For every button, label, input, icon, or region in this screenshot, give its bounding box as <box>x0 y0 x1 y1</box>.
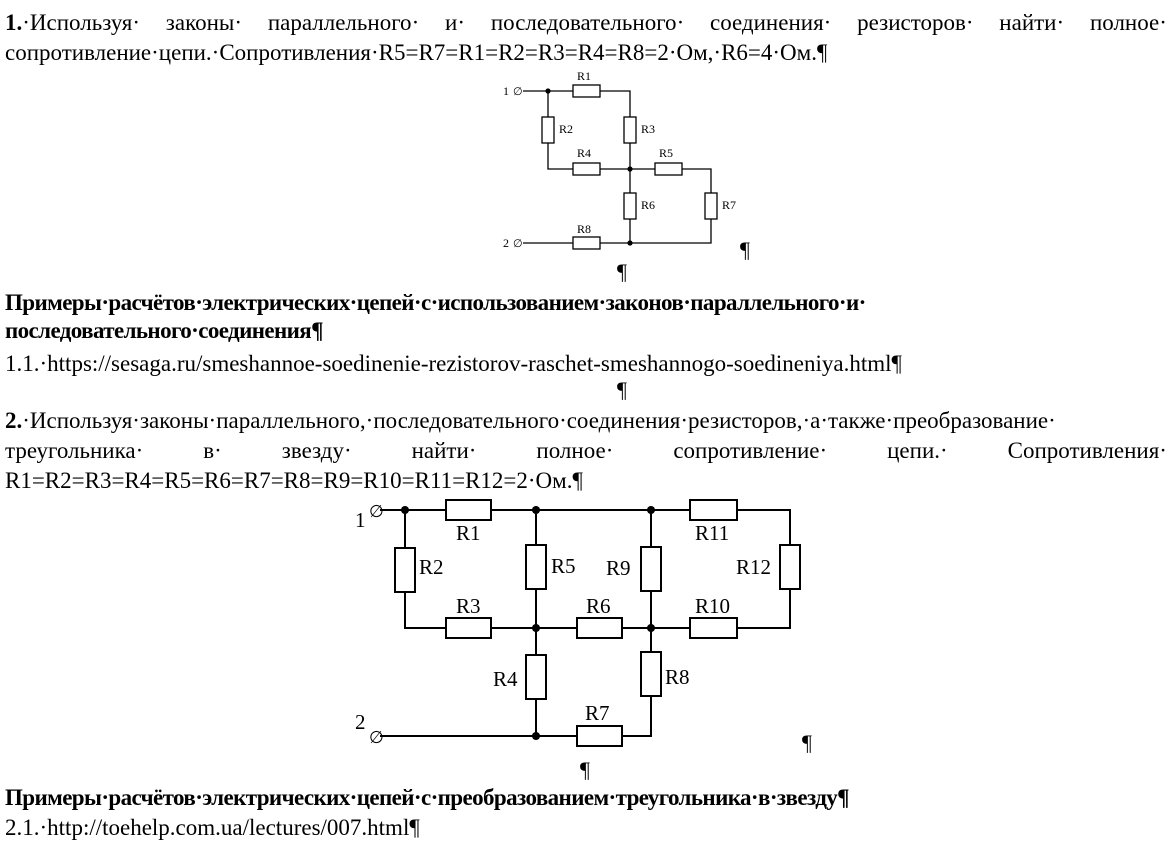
task2-number: 2. <box>5 408 23 433</box>
circuit1-r4-label: R4 <box>577 146 592 160</box>
circuit2-node <box>647 624 655 632</box>
circuit1-node <box>627 240 632 245</box>
circuit2-r5-body <box>526 545 546 589</box>
task1-word: последовательного· <box>490 10 685 35</box>
task2-line3: R1=R2=R3=R4=R5=R6=R7=R8=R9=R10=R11=R12=2·Ом.¶ <box>5 468 583 493</box>
circuit1-diagram <box>495 69 765 255</box>
circuit1-r7-body <box>705 193 717 219</box>
examples2-link[interactable]: 2.1.·http://toehelp.com.ua/lectures/007.html¶ <box>5 815 420 840</box>
circuit2-r4-body <box>526 655 546 699</box>
circuit2-node <box>532 624 540 632</box>
circuit2-r6-body <box>577 618 622 638</box>
circuit1-r8-label: R8 <box>577 222 592 236</box>
circuit2-pilcrow-right: ¶ <box>802 730 812 755</box>
task2-word: в· <box>203 438 222 463</box>
circuit1-node <box>545 88 550 93</box>
circuit2-r3-body <box>446 618 491 638</box>
circuit2-terminal1-icon: ∅ <box>369 502 384 521</box>
circuit2-terminal1-label: 1 <box>355 508 366 532</box>
circuit2-r3-label: R3 <box>456 594 481 618</box>
circuit2-r12-label: R12 <box>736 555 772 579</box>
circuit1-pilcrow-right: ¶ <box>740 237 750 262</box>
circuit2-r5-label: R5 <box>551 554 576 578</box>
circuit2-node <box>401 506 409 514</box>
circuit1-r2-label: R2 <box>559 122 574 136</box>
task2-word: сопротивление· <box>673 438 828 463</box>
task2-word: звезду· <box>281 438 352 463</box>
circuit1-pilcrow-center: ¶ <box>617 259 627 284</box>
circuit2-r6-label: R6 <box>586 594 611 618</box>
task1-number: 1. <box>5 10 23 35</box>
task1-word: законы· <box>165 10 243 35</box>
task2-line2 <box>5 438 1167 464</box>
circuit1-r7-label: R7 <box>722 198 737 212</box>
circuit1-terminal1-label: 1 <box>503 84 509 98</box>
task2-word: цепи.· <box>887 438 948 463</box>
circuit2-r7-body <box>577 726 622 746</box>
circuit2-node <box>532 732 540 740</box>
circuit1-r1-body <box>573 85 600 97</box>
circuit1-r6-label: R6 <box>641 198 656 212</box>
task1-word: резисторов· <box>857 10 974 35</box>
circuit2-r9-label: R9 <box>606 556 631 580</box>
task2-line1: 2.·Используя·законы·параллельного,·последовательного·соединения·резисторов,·а·также·преобразование· <box>5 408 1056 433</box>
circuit2-r2-body <box>395 548 415 592</box>
circuit1-r5-label: R5 <box>659 146 674 160</box>
task2-word: треугольника· <box>5 438 144 463</box>
circuit2-diagram <box>350 495 810 750</box>
task1-word: найти· <box>999 10 1065 35</box>
circuit1-r8-body <box>573 237 600 249</box>
circuit2-r7-label: R7 <box>585 701 610 725</box>
task1-line1 <box>5 10 1167 36</box>
circuit2-r10-label: R10 <box>695 594 731 618</box>
task1-first-word: 1.·Используя· <box>5 10 140 35</box>
circuit2-r10-body <box>690 618 737 638</box>
circuit2-r11-label: R11 <box>695 521 730 545</box>
circuit2-r9-body <box>641 547 661 591</box>
circuit1-r3-body <box>624 117 636 143</box>
circuit1-r2-body <box>542 117 554 143</box>
circuit2-terminal2-label: 2 <box>355 710 366 734</box>
circuit2-r8-body <box>641 652 661 696</box>
circuit2-pilcrow-center: ¶ <box>580 757 590 782</box>
task1-word: параллельного· <box>267 10 420 35</box>
task2-word: Сопротивления· <box>1007 438 1167 463</box>
examples1-heading-line1: Примеры·расчётов·электрических·цепей·с·использованием·законов·параллельного·и· <box>5 290 866 315</box>
task2-word: полное· <box>536 438 614 463</box>
task1-word: полное· <box>1089 10 1167 35</box>
circuit2-r1-body <box>446 500 491 520</box>
examples1-link[interactable]: 1.1.·https://sesaga.ru/smeshannoe-soedinenie-rezistorov-raschet-smeshannogo-soedineniya.html¶ <box>5 351 902 376</box>
circuit2-node <box>532 506 540 514</box>
circuit2-terminal2-icon: ∅ <box>369 728 384 747</box>
circuit1-terminal1-icon: ∅ <box>513 86 523 98</box>
task1-line2: сопротивление·цепи.·Сопротивления·R5=R7=R1=R2=R3=R4=R8=2·Ом,·R6=4·Ом.¶ <box>5 40 828 65</box>
circuit2-node <box>647 506 655 514</box>
circuit2-r12-body <box>780 545 800 589</box>
circuit1-r6-body <box>624 193 636 219</box>
examples1-heading-line2: последовательного·соединения¶ <box>5 318 323 343</box>
circuit1-r4-body <box>573 163 600 175</box>
circuit1-r5-body <box>655 163 682 175</box>
task2-word: найти· <box>411 438 477 463</box>
circuit2-r4-label: R4 <box>493 667 518 691</box>
circuit1-node <box>627 166 632 171</box>
circuit2-r1-label: R1 <box>456 521 481 545</box>
circuit2-r2-label: R2 <box>419 555 444 579</box>
task1-word: соединения· <box>710 10 832 35</box>
circuit2-r8-label: R8 <box>665 665 690 689</box>
examples2-heading: Примеры·расчётов·электрических·цепей·с·преобразованием·треугольника·в·звезду¶ <box>5 785 849 810</box>
circuit1-r1-label: R1 <box>577 69 592 83</box>
circuit2-r11-body <box>690 500 737 520</box>
circuit1-terminal2-icon: ∅ <box>513 238 523 250</box>
circuit1-terminal2-label: 2 <box>503 236 509 250</box>
circuit1-r3-label: R3 <box>641 122 656 136</box>
examples1-pilcrow: ¶ <box>617 377 627 402</box>
task1-word: и· <box>445 10 466 35</box>
